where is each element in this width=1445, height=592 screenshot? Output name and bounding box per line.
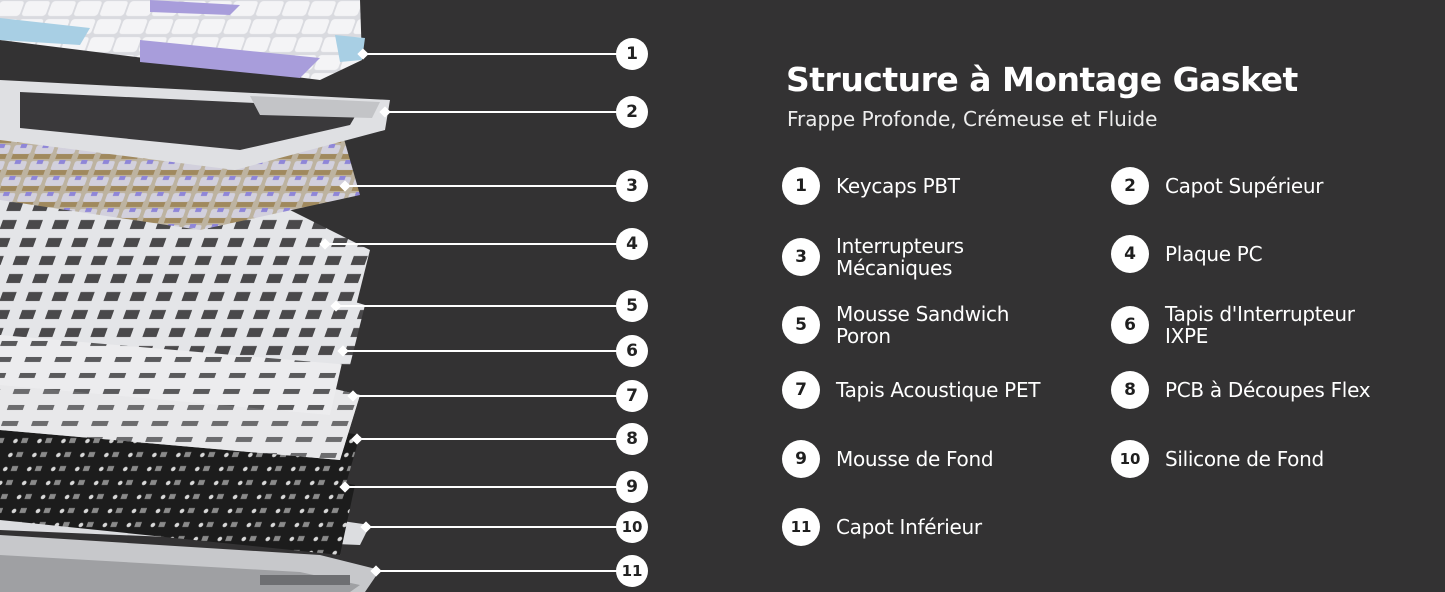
legend-item-7: [782, 371, 1051, 409]
legend-item-3: [782, 235, 1051, 279]
legend-badge-4: 4: [1111, 235, 1149, 273]
legend-badge-10: 10: [1111, 440, 1149, 478]
legend-item-9: [782, 440, 1051, 478]
callout-badge-4: 4: [616, 228, 648, 260]
legend-label-4: Plaque PC: [1165, 242, 1263, 266]
legend-label-1: Keycaps PBT: [836, 174, 960, 198]
legend-label-6: Tapis d'Interrupteur IXPE: [1165, 302, 1355, 348]
legend-label-10: Silicone de Fond: [1165, 447, 1324, 471]
keycaps: [0, 0, 365, 80]
legend-label-11: Capot Inférieur: [836, 515, 982, 539]
legend-item-8: [1111, 371, 1445, 409]
callout-badge-2: 2: [616, 96, 648, 128]
legend-item-1: [782, 167, 1051, 205]
legend-item-2: [1111, 167, 1380, 205]
legend-label-9: Mousse de Fond: [836, 447, 994, 471]
callout-badge-5: 5: [616, 290, 648, 322]
legend-item-11: [782, 508, 1051, 546]
callout-badge-8: 8: [616, 423, 648, 455]
legend-item-4: [1111, 235, 1380, 273]
legend-item-10: [1111, 440, 1380, 478]
legend-label-7: Tapis Acoustique PET: [836, 378, 1041, 402]
callout-badge-11: 11: [616, 555, 648, 587]
legend-badge-1: 1: [782, 167, 820, 205]
legend-item-6: [1111, 303, 1380, 347]
keyboard-exploded-illustration: [0, 0, 700, 592]
legend-badge-7: 7: [782, 371, 820, 409]
legend-badge-5: 5: [782, 306, 820, 344]
legend-badge-3: 3: [782, 238, 820, 276]
legend-label-5: Mousse Sandwich Poron: [836, 302, 1010, 348]
callout-badge-3: 3: [616, 170, 648, 202]
legend-badge-8: 8: [1111, 371, 1149, 409]
legend-badge-6: 6: [1111, 306, 1149, 344]
legend-badge-9: 9: [782, 440, 820, 478]
callout-badge-1: 1: [616, 38, 648, 70]
legend-badge-11: 11: [782, 508, 820, 546]
callout-badge-10: 10: [616, 511, 648, 543]
callout-badge-6: 6: [616, 335, 648, 367]
legend-item-5: [782, 303, 1051, 347]
legend-label-2: Capot Supérieur: [1165, 174, 1324, 198]
page-title: Structure à Montage Gasket: [786, 60, 1298, 99]
callout-badge-9: 9: [616, 471, 648, 503]
page-subtitle: Frappe Profonde, Crémeuse et Fluide: [787, 107, 1158, 131]
legend-label-8: PCB à Découpes Flex: [1165, 378, 1371, 402]
legend-badge-2: 2: [1111, 167, 1149, 205]
legend-label-3: Interrupteurs Mécaniques: [836, 234, 964, 280]
callout-badge-7: 7: [616, 380, 648, 412]
